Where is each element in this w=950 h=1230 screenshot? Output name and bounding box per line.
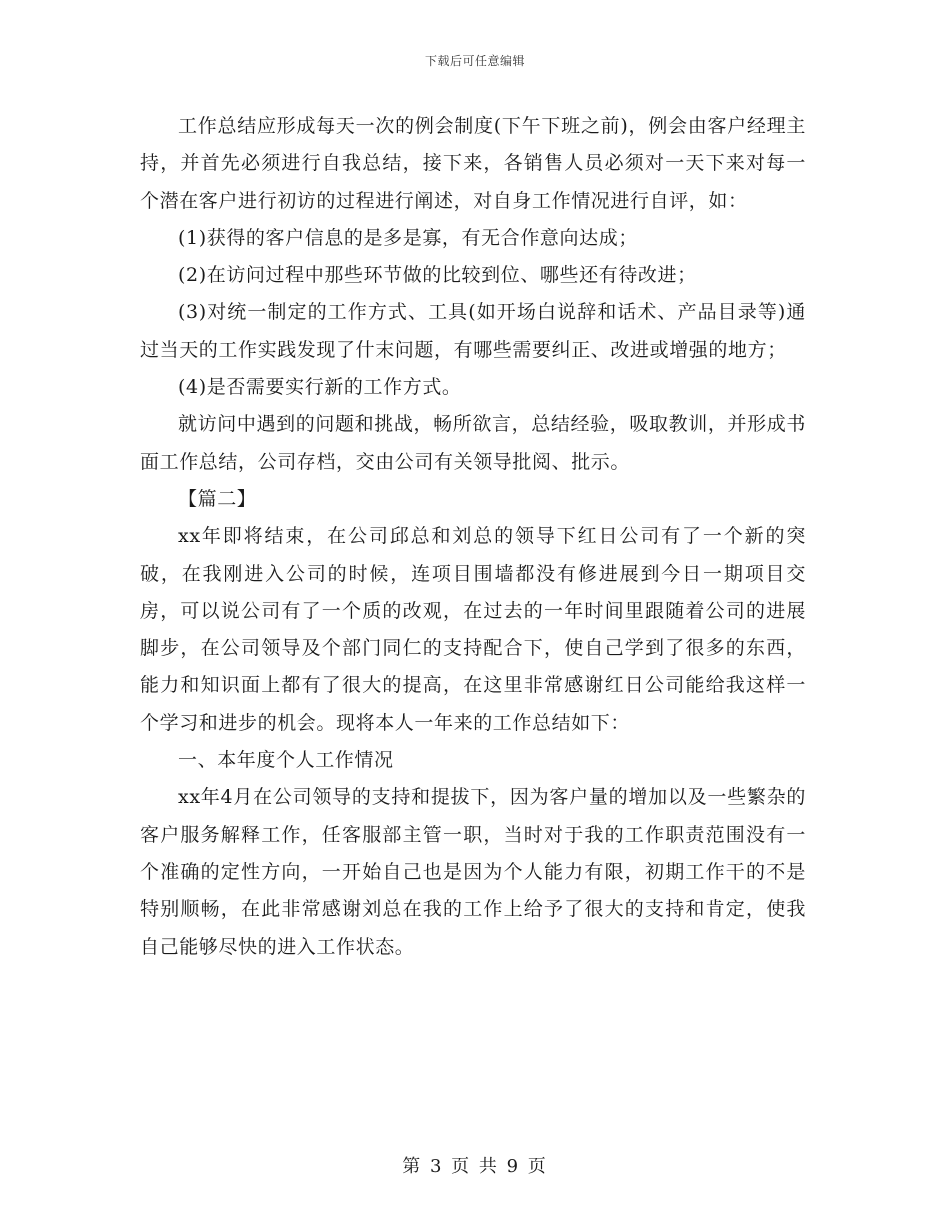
section-heading-part-two: 【篇二】 xyxy=(178,487,257,510)
paragraph-meeting-system: 工作总结应形成每天一次的例会制度(下午下班之前)，例会由客户经理主持，并首先必须进行自我总结，接下来，各销售人员必须对一天下来对每一个潜在客户进行初访的过程进行阐述，对自身工作情况进行自评，如： xyxy=(140,115,806,212)
paragraph-april-promotion: xx年4月在公司领导的支持和提拔下，因为客户量的增加以及一些繁杂的客户服务解释工作，任客服部主管一职，当时对于我的工作职责范围没有一个准确的定性方向，一开始自己也是因为个人能力有限，初期工作干的不是特别顺畅，在此非常感谢刘总在我的工作上给予了很大的支持和肯定，使我自己能够尽快的进入工作状态。 xyxy=(140,786,806,958)
list-item-1: (1)获得的客户信息的是多是寡，有无合作意向达成； xyxy=(178,226,638,249)
list-item-3: (3)对统一制定的工作方式、工具(如开场白说辞和话术、产品目录等)通过当天的工作实践发现了什末问题，有哪些需要纠正、改进或增强的地方； xyxy=(140,301,806,361)
list-item-2: (2)在访问过程中那些环节做的比较到位、哪些还有待改进； xyxy=(178,264,697,287)
list-item-4: (4)是否需要实行新的工作方式。 xyxy=(178,376,462,399)
paragraph-summary: 就访问中遇到的问题和挑战，畅所欲言，总结经验，吸取教训，并形成书面工作总结，公司存档，交由公司有关领导批阅、批示。 xyxy=(140,413,806,473)
header-note: 下载后可任意编辑 xyxy=(424,54,525,68)
section-heading-personal-work: 一、本年度个人工作情况 xyxy=(178,749,394,772)
page-number: 第 3 页 共 9 页 xyxy=(402,1156,548,1177)
document-body xyxy=(140,108,806,966)
paragraph-year-intro: xx年即将结束，在公司邱总和刘总的领导下红日公司有了一个新的突破，在我刚进入公司的时候，连项目围墙都没有修进展到今日一期项目交房，可以说公司有了一个质的改观，在过去的一年时间里跟随着公司的进展脚步，在公司领导及个部门同仁的支持配合下，使自己学到了很多的东西，能力和知识面上都有了很大的提高，在这里非常感谢红日公司能给我这样一个学习和进步的机会。现将本人一年来的工作总结如下： xyxy=(140,525,806,734)
